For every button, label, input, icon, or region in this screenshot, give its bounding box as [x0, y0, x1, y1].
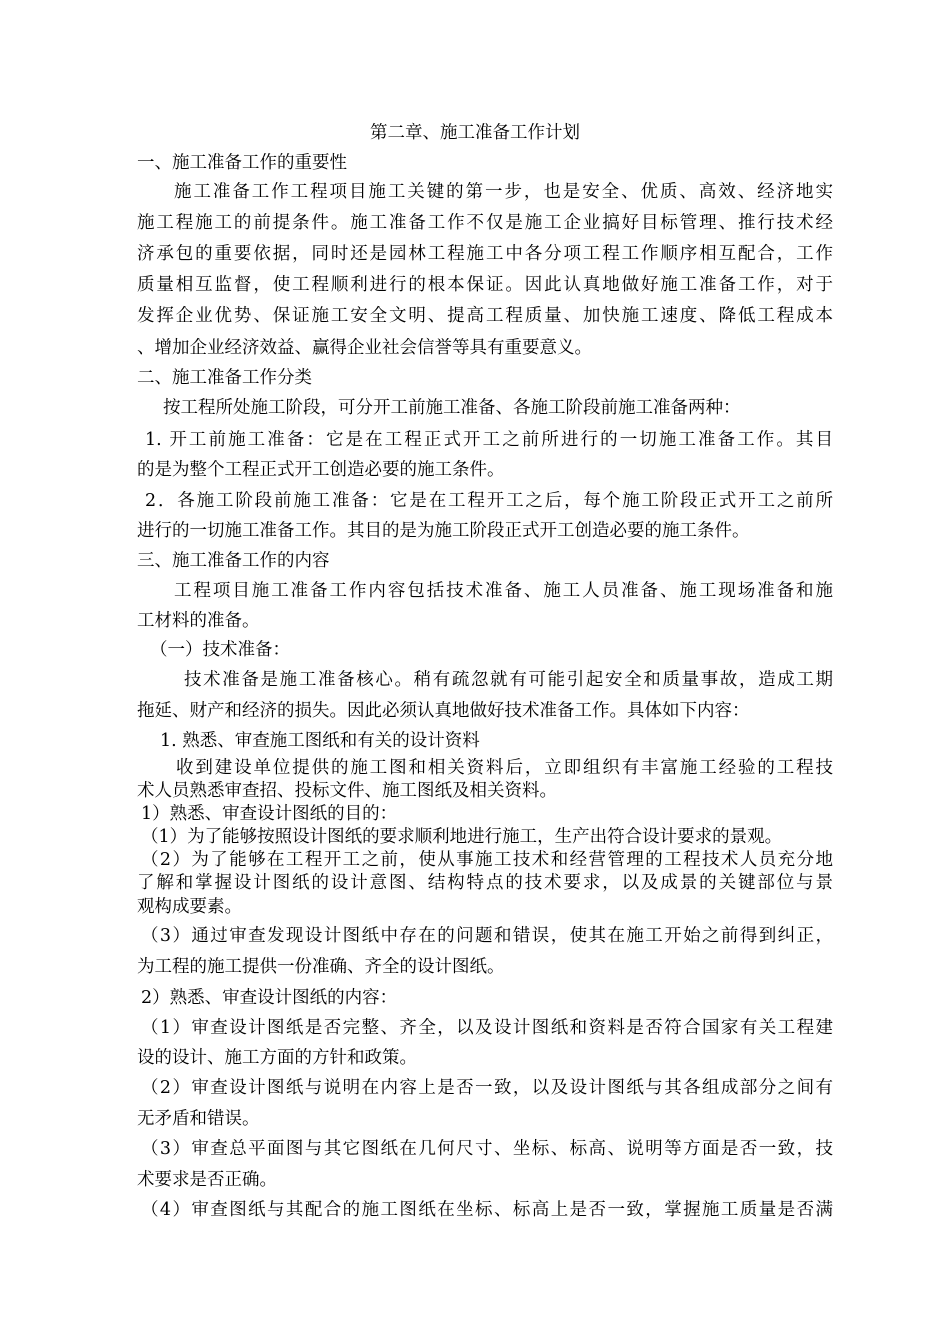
section-heading: 一、施工准备工作的重要性	[137, 153, 347, 173]
paragraph-line: 、增加企业经济效益、赢得企业社会信誉等具有重要意义。	[137, 338, 592, 358]
list-item-line: 设的设计、施工方面的方针和政策。	[137, 1048, 417, 1068]
list-item-line: （3）审查总平面图与其它图纸在几何尺寸、坐标、标高、说明等方面是否一致，技	[141, 1139, 833, 1159]
list-item-line: （2）审查设计图纸与说明在内容上是否一致，以及设计图纸与其各组成部分之间有	[141, 1078, 833, 1098]
paragraph-line: 术人员熟悉审查招、投标文件、施工图纸及相关资料。	[137, 781, 557, 801]
paragraph-line: 收到建设单位提供的施工图和相关资料后，立即组织有丰富施工经验的工程技	[176, 758, 833, 778]
paragraph-line: 施工程施工的前提条件。施工准备工作不仅是施工企业搞好目标管理、推行技术经	[137, 213, 833, 233]
list-heading: 1）熟悉、审查设计图纸的目的：	[141, 804, 398, 824]
paragraph-line: 质量相互监督，使工程顺利进行的根本保证。因此认真地做好施工准备工作，对于	[137, 275, 833, 295]
paragraph-line: 拖延、财产和经济的损失。因此必须认真地做好技术准备工作。具体如下内容：	[137, 701, 750, 721]
paragraph-line: 发挥企业优势、保证施工安全文明、提高工程质量、加快施工速度、降低工程成本	[137, 306, 833, 326]
list-heading: 2）熟悉、审查设计图纸的内容：	[141, 988, 398, 1008]
list-item-line: 观构成要素。	[137, 897, 242, 917]
item-heading: 1. 熟悉、审查施工图纸和有关的设计资料	[160, 731, 480, 751]
section-heading: 三、施工准备工作的内容	[137, 551, 330, 571]
section-heading: 二、施工准备工作分类	[137, 368, 312, 388]
paragraph-line: 技术准备是施工准备核心。稍有疏忽就有可能引起安全和质量事故，造成工期	[184, 670, 833, 690]
list-item-line: 术要求是否正确。	[137, 1170, 277, 1190]
paragraph-line: 工材料的准备。	[137, 611, 260, 631]
subsection-heading: （一）技术准备：	[150, 640, 290, 660]
list-item-line: （3）通过审查发现设计图纸中存在的问题和错误，使其在施工开始之前得到纠正，	[141, 926, 833, 946]
paragraph-line: 按工程所处施工阶段，可分开工前施工准备、各施工阶段前施工准备两种：	[163, 398, 741, 418]
list-item-line: 进行的一切施工准备工作。其目的是为施工阶段正式开工创造必要的施工条件。	[137, 521, 750, 541]
list-item-line: 为工程的施工提供一份准确、齐全的设计图纸。	[137, 957, 505, 977]
page-title: 第二章、施工准备工作计划	[370, 123, 580, 143]
list-item-line: （1）审查设计图纸是否完整、齐全，以及设计图纸和资料是否符合国家有关工程建	[141, 1018, 833, 1038]
list-item-line: （4）审查图纸与其配合的施工图纸在坐标、标高上是否一致，掌握施工质量是否满	[141, 1200, 833, 1220]
paragraph-line: 济承包的重要依据，同时还是园林工程施工中各分项工程工作顺序相互配合，工作	[137, 244, 833, 264]
list-item-line: 2．各施工阶段前施工准备：它是在工程开工之后，每个施工阶段正式开工之前所	[145, 491, 833, 511]
list-item-line: 1. 开工前施工准备：它是在工程正式开工之前所进行的一切施工准备工作。其目	[145, 430, 833, 450]
paragraph-line: 施工准备工作工程项目施工关键的第一步，也是安全、优质、高效、经济地实	[174, 182, 833, 202]
list-item-line: 了解和掌握设计图纸的设计意图、结构特点的技术要求，以及成景的关键部位与景	[137, 873, 833, 893]
list-item-line: （1）为了能够按照设计图纸的要求顺利地进行施工，生产出符合设计要求的景观。	[141, 827, 783, 847]
list-item-line: （2）为了能够在工程开工之前，使从事施工技术和经营管理的工程技术人员充分地	[141, 850, 833, 870]
paragraph-line: 工程项目施工准备工作内容包括技术准备、施工人员准备、施工现场准备和施	[174, 581, 833, 601]
list-item-line: 的是为整个工程正式开工创造必要的施工条件。	[137, 460, 505, 480]
list-item-line: 无矛盾和错误。	[137, 1109, 260, 1129]
